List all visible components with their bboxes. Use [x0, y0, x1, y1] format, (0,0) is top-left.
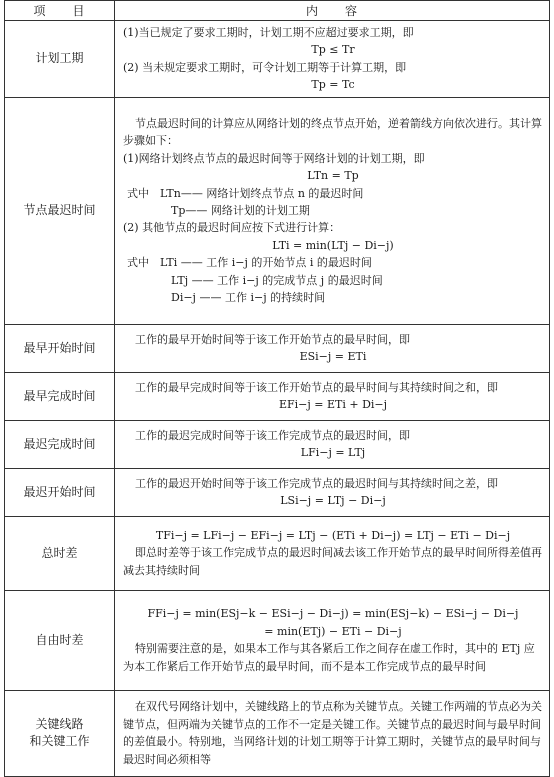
text-line: 工作的最早完成时间等于该工作开始节点的最早时间与其持续时间之和，即	[135, 380, 498, 394]
row-label	[5, 468, 115, 516]
row-label	[5, 420, 115, 468]
text-line: 节点最迟时间的计算应从网络计划的终点节点开始，逆着箭线方向依次进行。其计算步骤如下：	[123, 116, 542, 148]
row-content	[115, 516, 550, 590]
table-row	[5, 372, 550, 420]
text-line: LTj —— 工作 i−j 的完成节点 j 的最迟时间	[171, 273, 383, 287]
row-label	[5, 324, 115, 372]
table-row	[5, 324, 550, 372]
row-label	[5, 21, 115, 98]
text-line: (2) 当未规定要求工期时，可令计划工期等于计算工期，即	[123, 60, 407, 74]
row-label-text: 最迟完成时间	[23, 436, 96, 451]
header-content: 内 容	[115, 1, 550, 21]
row-label-text: 自由时差	[35, 632, 84, 647]
formula-line: LTi = min(LTj − Di−j)	[272, 238, 394, 252]
row-label-text: 计划工期	[35, 51, 84, 66]
text-line: (1)网络计划终点节点的最迟时间等于网络计划的计划工期，即	[123, 151, 425, 165]
row-content	[115, 690, 550, 776]
text-line: Tp—— 网络计划的计划工期	[171, 203, 310, 217]
formula-line: LFi−j = LTj	[300, 446, 366, 460]
row-label-text: 最迟开始时间	[23, 484, 96, 499]
row-label	[5, 590, 115, 690]
row-label-text: 和关键工作	[29, 734, 90, 749]
row-label-text: 节点最迟时间	[23, 203, 96, 218]
header-item: 项 目	[5, 1, 115, 21]
row-content	[115, 324, 550, 372]
table-row	[5, 97, 550, 324]
text-line: 在双代号网络计划中，关键线路上的节点称为关键节点。关键工作两端的节点必为关键节点，但两端为关键节点的工作不一定是关键工作。关键节点的最迟时间与最早时间的差值最小。特别地，当网络计划的计划工期等于计算工期时，关键节点的最早时间与最迟时间必须相等	[123, 700, 542, 766]
text-line: 工作的最迟完成时间等于该工作完成节点的最迟时间，即	[135, 428, 410, 442]
formula-line: LTn = Tp	[307, 169, 359, 183]
row-label-text: 最早完成时间	[23, 388, 96, 403]
formula-line: Tp ≤ Tr	[311, 43, 355, 57]
row-label	[5, 516, 115, 590]
table-row	[5, 690, 550, 776]
formula-line: = min(ETj) − ETi − Di−j	[264, 624, 402, 638]
text-line: 工作的最早开始时间等于该工作开始节点的最早时间，即	[135, 332, 410, 346]
table-row	[5, 590, 550, 690]
content-table	[4, 0, 550, 777]
formula-line: EFi−j = ETi + Di−j	[278, 398, 388, 412]
row-content	[115, 97, 550, 324]
table-row	[5, 420, 550, 468]
text-line: 式中 LTi —— 工作 i−j 的开始节点 i 的最迟时间	[127, 256, 372, 270]
formula-line: ESi−j = ETi	[299, 350, 367, 364]
row-content	[115, 420, 550, 468]
row-label	[5, 97, 115, 324]
row-content	[115, 21, 550, 98]
formula-line: FFi−j = min(ESj−k − ESi−j − Di−j) = min(ESj−k) − ESi−j − Di−j	[147, 607, 519, 621]
text-line: Di−j —— 工作 i−j 的持续时间	[171, 290, 326, 304]
table-row	[5, 516, 550, 590]
text-line: (1)当已规定了要求工期时，计划工期不应超过要求工期，即	[123, 26, 414, 39]
row-label	[5, 372, 115, 420]
row-label-text: 总时差	[41, 545, 78, 560]
row-content	[115, 372, 550, 420]
formula-line: Tp = Tc	[311, 78, 355, 92]
table-row	[5, 21, 550, 98]
table-header-row	[5, 1, 550, 21]
formula-line: LSi−j = LTj − Di−j	[280, 494, 386, 508]
row-label-text: 关键线路	[35, 717, 84, 732]
text-line: 工作的最迟开始时间等于该工作完成节点的最迟时间与其持续时间之差，即	[135, 476, 498, 490]
text-line: 即总时差等于该工作完成节点的最迟时间减去该工作开始节点的最早时间所得差值再减去其持续时间	[123, 546, 542, 577]
table-body	[5, 21, 550, 777]
formula-line: TFi−j = LFi−j − EFi−j = LTj − (ETi + Di−j) = LTj − ETi − Di−j	[155, 529, 511, 543]
text-line: 式中 LTn—— 网络计划终点节点 n 的最迟时间	[127, 186, 364, 200]
text-line: 特别需要注意的是，如果本工作与其各紧后工作之间存在虚工作时，其中的 ETj 应为本工作紧后工作开始节点的最早时间，而不是本工作完成节点的最早时间	[123, 642, 535, 673]
row-label-text: 最早开始时间	[23, 340, 96, 355]
text-line: (2) 其他节点的最迟时间应按下式进行计算：	[123, 221, 341, 235]
row-content	[115, 590, 550, 690]
table-row	[5, 468, 550, 516]
row-label	[5, 690, 115, 776]
row-content	[115, 468, 550, 516]
